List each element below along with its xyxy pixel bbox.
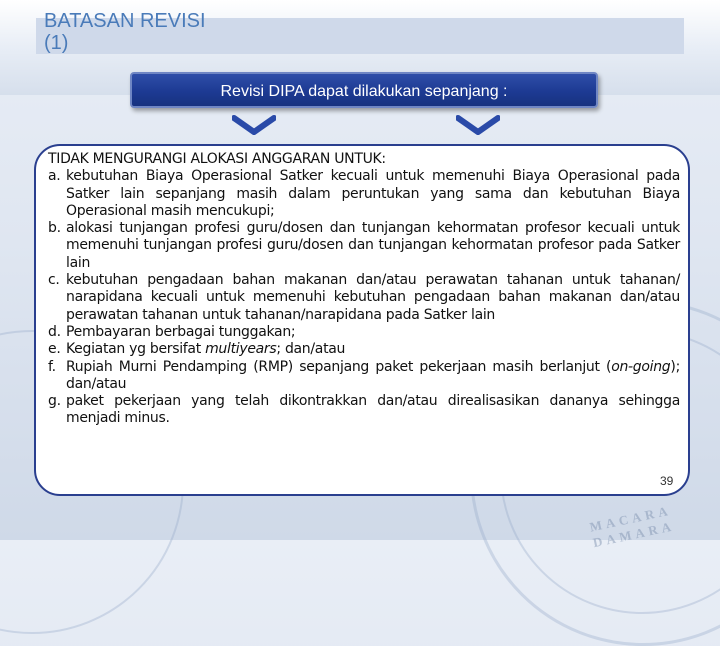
list-marker: b. — [48, 220, 61, 237]
list-marker: d. — [48, 323, 61, 340]
list-item — [48, 393, 680, 428]
list-item-emphasis: multiyears — [205, 341, 277, 358]
list-item-text-after: ; dan/atau — [276, 341, 346, 358]
list-item — [48, 168, 680, 220]
list-item-text: alokasi tunjangan profesi guru/dosen dan tunjangan kehormatan profesor kecuali untuk memenuhi tunjangan profesi guru/dosen dan tunjangan kehormatan profesor pada Satker lain — [66, 220, 680, 271]
list-item-text: Kegiatan yg bersifat — [66, 341, 206, 358]
content-heading: TIDAK MENGURANGI ALOKASI ANGGARAN UNTUK: — [48, 151, 386, 167]
banner: Revisi DIPA dapat dilakukan sepanjang : — [130, 72, 598, 108]
list-item-emphasis: on-going — [611, 358, 671, 375]
list-marker: g. — [48, 393, 61, 410]
list-item-text: kebutuhan Biaya Operasional Satker kecuali untuk memenuhi Biaya Operasional pada Satker lain sepanjang masih dalam peruntukan yang sama dan kebutuhan Biaya Operasional masih mencukupi; — [66, 168, 680, 219]
list-item — [48, 324, 680, 341]
list-item — [48, 272, 680, 324]
slide-title — [44, 10, 206, 54]
list-item — [48, 341, 680, 358]
slide-title-line-1: BATASAN REVISI — [44, 10, 206, 32]
content-text — [48, 151, 680, 428]
list-marker: f. — [48, 358, 56, 375]
list-marker: a. — [48, 168, 61, 185]
list-item-text-after: ); dan/atau — [66, 358, 680, 392]
list-item-text: Pembayaran berbagai tunggakan; — [66, 323, 296, 340]
list-item-text: paket pekerjaan yang telah dikontrakkan dan/atau direalisasikan dananya sehingga menjadi minus. — [66, 393, 680, 427]
list-item-text: kebutuhan pengadaan bahan makanan dan/atau perawatan tahanan untuk tahanan/ narapidana kecuali untuk memenuhi kebutuhan pengadaan bahan makanan dan/atau perawatan tahanan untuk tahanan/narapidana pada Satker lain — [66, 272, 680, 323]
list-item-text: Rupiah Murni Pendamping (RMP) sepanjang paket pekerjaan masih berlanjut ( — [66, 358, 612, 375]
slide-title-line-2: (1) — [44, 32, 69, 54]
page-number: 39 — [660, 474, 674, 488]
chevron-down-icon — [456, 114, 500, 138]
background-watermark: MACARA DAMARA — [588, 502, 677, 551]
list-item — [48, 359, 680, 394]
list-marker: c. — [48, 272, 60, 289]
chevron-down-icon — [232, 114, 276, 138]
list-marker: e. — [48, 341, 61, 358]
list-item — [48, 220, 680, 272]
criteria-list — [48, 168, 680, 427]
